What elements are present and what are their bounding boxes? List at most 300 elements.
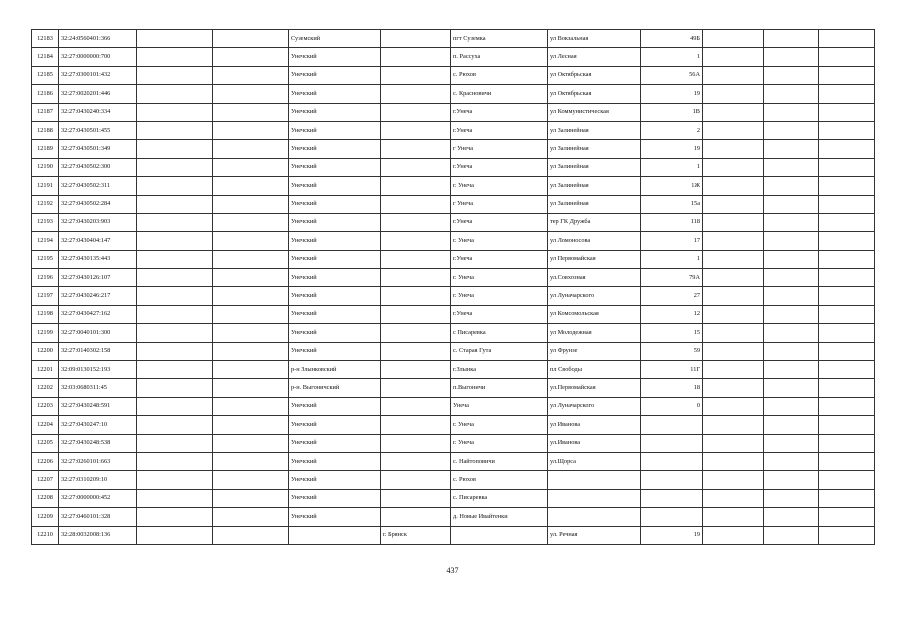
cell-col-3 [137,508,213,526]
cell-cadastral-number: 32:27:0430247:10 [59,416,137,434]
cell-col-3 [137,103,213,121]
cell-street: ул Луначарского [548,397,641,415]
table-row [32,85,875,103]
cell-settlement: с. Рюхов [451,471,548,489]
cell-col-3 [137,195,213,213]
cell-col-12 [819,213,875,231]
cell-col-11 [764,342,819,360]
cell-cadastral-number: 32:27:0430501:455 [59,121,137,139]
cell-settlement: с Писаревка [451,324,548,342]
cell-house-number: 1 [641,250,703,268]
cell-col-4 [213,471,289,489]
cell-house-number [641,508,703,526]
cell-district: Унечский [289,85,381,103]
cell-col-11 [764,434,819,452]
cell-row-number: 12201 [32,361,59,379]
cell-district: Унечский [289,158,381,176]
cell-col-3 [137,85,213,103]
cell-col-11 [764,416,819,434]
cell-col-12 [819,85,875,103]
cell-settlement: с. Рюхов [451,66,548,84]
cell-cadastral-number: 32:27:0430203:903 [59,213,137,231]
cell-settlement: г. Унеча [451,269,548,287]
cell-col-12 [819,489,875,507]
cell-cadastral-number: 32:27:0430246:217 [59,287,137,305]
cell-city-alt [381,140,451,158]
cell-cadastral-number: 32:27:0430501:349 [59,140,137,158]
table-row [32,416,875,434]
table-row [32,379,875,397]
cell-city-alt [381,250,451,268]
cell-col-11 [764,250,819,268]
cell-col-3 [137,324,213,342]
cell-col-3 [137,250,213,268]
cell-cadastral-number: 32:27:0300101:432 [59,66,137,84]
cell-settlement: г. Унеча [451,232,548,250]
cell-street: ул Залинейная [548,158,641,176]
cell-cadastral-number: 32:27:0430126:107 [59,269,137,287]
cell-cadastral-number: 32:27:0430404:147 [59,232,137,250]
cell-col-12 [819,324,875,342]
cell-street: ул Иванова [548,416,641,434]
cell-col-12 [819,526,875,544]
cell-settlement: г. Унеча [451,416,548,434]
cell-row-number: 12195 [32,250,59,268]
cell-street: ул. Речная [548,526,641,544]
cell-cadastral-number: 32:27:0430135:443 [59,250,137,268]
cell-col-11 [764,526,819,544]
cell-cadastral-number: 32:27:0040101:300 [59,324,137,342]
cell-col-4 [213,66,289,84]
cell-col-3 [137,287,213,305]
cell-col-11 [764,287,819,305]
cell-house-number: 1Ж [641,177,703,195]
cell-district: Унечский [289,232,381,250]
cell-street [548,489,641,507]
cell-street: ул Комсомольская [548,305,641,323]
cell-house-number: 18 [641,379,703,397]
table-row [32,269,875,287]
cell-district: Унечский [289,471,381,489]
cell-district: Унечский [289,140,381,158]
cell-col-3 [137,361,213,379]
cell-col-12 [819,48,875,66]
cell-col-10 [703,471,764,489]
cell-house-number: 11Г [641,361,703,379]
cell-house-number [641,471,703,489]
cell-row-number: 12194 [32,232,59,250]
cell-house-number: 15а [641,195,703,213]
cell-district: Унечский [289,48,381,66]
cell-col-11 [764,508,819,526]
cell-col-4 [213,269,289,287]
cell-col-10 [703,416,764,434]
cell-col-3 [137,416,213,434]
cell-col-3 [137,434,213,452]
cell-col-4 [213,324,289,342]
cell-col-10 [703,526,764,544]
cell-col-4 [213,232,289,250]
cell-col-12 [819,30,875,48]
cell-row-number: 12193 [32,213,59,231]
cell-row-number: 12206 [32,452,59,470]
cell-street: ул Залинейная [548,195,641,213]
cell-street: ул Лесная [548,48,641,66]
cell-street: ул Вокзальная [548,30,641,48]
cell-cadastral-number: 32:03:0680311:45 [59,379,137,397]
cell-house-number: 49Б [641,30,703,48]
cell-settlement: г.Злынка [451,361,548,379]
cell-col-3 [137,177,213,195]
cell-district: Унечский [289,177,381,195]
cell-row-number: 12205 [32,434,59,452]
cell-city-alt [381,103,451,121]
cell-col-12 [819,140,875,158]
cell-cadastral-number: 32:27:0430240:334 [59,103,137,121]
cell-cadastral-number: 32:27:0430427:162 [59,305,137,323]
cell-col-10 [703,250,764,268]
cell-district: Унечский [289,489,381,507]
table-row [32,48,875,66]
cell-col-11 [764,213,819,231]
cell-row-number: 12200 [32,342,59,360]
cell-city-alt [381,287,451,305]
cell-house-number: 15 [641,324,703,342]
cell-house-number [641,434,703,452]
cell-street: ул Фрунзе [548,342,641,360]
cell-district: Унечский [289,342,381,360]
cell-settlement: пгт Суземка [451,30,548,48]
cell-city-alt [381,232,451,250]
cell-col-3 [137,232,213,250]
registry-table [31,29,875,545]
cell-row-number: 12185 [32,66,59,84]
cell-street [548,508,641,526]
cell-col-10 [703,397,764,415]
cell-street: ул Первомайская [548,250,641,268]
cell-cadastral-number: 32:27:0460101:328 [59,508,137,526]
cell-col-12 [819,232,875,250]
table-row [32,213,875,231]
cell-street: ул Коммунистическая [548,103,641,121]
cell-cadastral-number: 32:27:0430248:538 [59,434,137,452]
cell-col-10 [703,269,764,287]
cell-col-12 [819,416,875,434]
cell-house-number: 1 [641,158,703,176]
cell-col-10 [703,158,764,176]
cell-row-number: 12190 [32,158,59,176]
cell-col-11 [764,195,819,213]
cell-col-12 [819,342,875,360]
cell-district: Унечский [289,195,381,213]
cell-col-3 [137,30,213,48]
cell-house-number: 0 [641,397,703,415]
cell-row-number: 12187 [32,103,59,121]
table-row [32,250,875,268]
cell-district: Унечский [289,66,381,84]
cell-col-11 [764,361,819,379]
cell-settlement: г.Унеча [451,250,548,268]
cell-col-4 [213,342,289,360]
cell-street: ул Залинейная [548,140,641,158]
cell-street: ул.Щорса [548,452,641,470]
cell-house-number [641,452,703,470]
cell-col-3 [137,397,213,415]
cell-col-10 [703,508,764,526]
cell-col-11 [764,30,819,48]
cell-col-12 [819,177,875,195]
cell-house-number: 79А [641,269,703,287]
cell-col-4 [213,121,289,139]
cell-col-3 [137,140,213,158]
table-row [32,287,875,305]
cell-settlement: г.Унеча [451,213,548,231]
cell-col-12 [819,471,875,489]
cell-house-number: 12 [641,305,703,323]
cell-cadastral-number: 32:27:0310209:10 [59,471,137,489]
cell-district [289,526,381,544]
cell-cadastral-number: 32:24:0560401:366 [59,30,137,48]
cell-col-11 [764,48,819,66]
cell-col-10 [703,489,764,507]
table-row [32,508,875,526]
table-row [32,305,875,323]
table-row [32,103,875,121]
cell-col-10 [703,213,764,231]
cell-cadastral-number: 32:28:0032008:136 [59,526,137,544]
cell-street: ул Луначарского [548,287,641,305]
cell-col-10 [703,103,764,121]
cell-district: Унечский [289,416,381,434]
cell-col-11 [764,471,819,489]
cell-col-12 [819,434,875,452]
table-row [32,30,875,48]
registry-body [32,30,875,545]
cell-row-number: 12196 [32,269,59,287]
cell-street: ул Залинейная [548,121,641,139]
table-row [32,342,875,360]
cell-cadastral-number: 32:27:0430502:284 [59,195,137,213]
cell-col-11 [764,305,819,323]
cell-settlement: г. Унеча [451,177,548,195]
cell-settlement: г Унеча [451,195,548,213]
cell-col-3 [137,489,213,507]
cell-house-number: 1В [641,103,703,121]
cell-cadastral-number: 32:27:0000000:452 [59,489,137,507]
cell-settlement: г.Унеча [451,121,548,139]
cell-col-10 [703,434,764,452]
cell-district: р-н Злынковский [289,361,381,379]
cell-street: ул Ломоносова [548,232,641,250]
cell-col-4 [213,526,289,544]
cell-settlement: г.Унеча [451,305,548,323]
cell-col-10 [703,452,764,470]
cell-row-number: 12188 [32,121,59,139]
cell-col-10 [703,361,764,379]
cell-city-alt [381,158,451,176]
cell-row-number: 12197 [32,287,59,305]
cell-col-10 [703,287,764,305]
cell-cadastral-number: 32:27:0430248:591 [59,397,137,415]
table-row [32,195,875,213]
cell-house-number: 118 [641,213,703,231]
cell-city-alt [381,471,451,489]
cell-street: пл Свободы [548,361,641,379]
table-row [32,324,875,342]
cell-col-11 [764,158,819,176]
cell-house-number [641,416,703,434]
cell-col-3 [137,471,213,489]
cell-street: ул Октябрьская [548,85,641,103]
cell-street: ул.Первомайская [548,379,641,397]
cell-settlement: г. Унеча [451,287,548,305]
table-row [32,361,875,379]
cell-col-11 [764,66,819,84]
cell-city-alt [381,177,451,195]
page-number: 437 [446,566,459,575]
cell-col-3 [137,158,213,176]
cell-district: Унечский [289,103,381,121]
cell-district: Унечский [289,121,381,139]
cell-col-12 [819,397,875,415]
cell-city-alt [381,434,451,452]
table-row [32,526,875,544]
cell-row-number: 12192 [32,195,59,213]
cell-row-number: 12183 [32,30,59,48]
cell-col-10 [703,305,764,323]
cell-district: Унечский [289,452,381,470]
cell-col-3 [137,452,213,470]
cell-col-11 [764,177,819,195]
cell-city-alt [381,452,451,470]
cell-col-10 [703,232,764,250]
cell-city-alt [381,379,451,397]
cell-city-alt [381,508,451,526]
cell-col-4 [213,158,289,176]
cell-col-4 [213,287,289,305]
cell-col-10 [703,195,764,213]
table-row [32,489,875,507]
cell-col-3 [137,269,213,287]
cell-settlement: п.Выгоничи [451,379,548,397]
cell-district: Суземский [289,30,381,48]
cell-district: Унечский [289,250,381,268]
cell-city-alt [381,195,451,213]
cell-col-12 [819,305,875,323]
cell-city-alt [381,213,451,231]
cell-col-4 [213,213,289,231]
cell-col-3 [137,379,213,397]
cell-city-alt [381,361,451,379]
cell-street: ул.Иванова [548,434,641,452]
cell-row-number: 12189 [32,140,59,158]
cell-settlement: Унеча [451,397,548,415]
cell-settlement: д. Новые Ивайтенки [451,508,548,526]
cell-col-4 [213,489,289,507]
cell-col-11 [764,379,819,397]
cell-cadastral-number: 32:27:0140302:158 [59,342,137,360]
cell-street: ул Залинейная [548,177,641,195]
cell-house-number: 2 [641,121,703,139]
cell-district: Унечский [289,213,381,231]
cell-col-11 [764,397,819,415]
cell-city-alt [381,85,451,103]
table-row [32,158,875,176]
cell-settlement: с. Красновичи [451,85,548,103]
cell-settlement: г Унеча [451,140,548,158]
cell-district: р-н. Выгоничский [289,379,381,397]
cell-col-10 [703,48,764,66]
cell-col-4 [213,195,289,213]
cell-col-3 [137,48,213,66]
cell-city-alt [381,121,451,139]
cell-street: ул Молодежная [548,324,641,342]
cell-row-number: 12210 [32,526,59,544]
table-row [32,434,875,452]
cell-house-number: 59 [641,342,703,360]
cell-col-10 [703,66,764,84]
cell-col-11 [764,121,819,139]
cell-col-4 [213,452,289,470]
cell-row-number: 12204 [32,416,59,434]
cell-settlement: г.Унеча [451,158,548,176]
cell-col-10 [703,177,764,195]
cell-col-12 [819,103,875,121]
cell-col-12 [819,508,875,526]
cell-col-3 [137,213,213,231]
cell-street: ул.Совхозная [548,269,641,287]
cell-col-3 [137,342,213,360]
cell-row-number: 12209 [32,508,59,526]
cell-row-number: 12186 [32,85,59,103]
cell-settlement: г. Унеча [451,434,548,452]
cell-col-4 [213,379,289,397]
cell-house-number: 19 [641,140,703,158]
cell-col-11 [764,324,819,342]
cell-house-number: 27 [641,287,703,305]
cell-col-4 [213,416,289,434]
cell-col-12 [819,121,875,139]
cell-city-alt [381,66,451,84]
cell-district: Унечский [289,269,381,287]
cell-cadastral-number: 32:27:0260101:663 [59,452,137,470]
cell-settlement: с. Найтоповичи [451,452,548,470]
cell-district: Унечский [289,287,381,305]
cell-row-number: 12184 [32,48,59,66]
cell-cadastral-number: 32:09:0130152:193 [59,361,137,379]
cell-cadastral-number: 32:27:0000000:700 [59,48,137,66]
cell-col-10 [703,30,764,48]
table-row [32,397,875,415]
cell-col-10 [703,85,764,103]
table-row [32,66,875,84]
cell-district: Унечский [289,397,381,415]
cell-city-alt [381,489,451,507]
cell-settlement [451,526,548,544]
cell-city-alt [381,416,451,434]
cell-col-10 [703,121,764,139]
cell-row-number: 12198 [32,305,59,323]
cell-col-4 [213,250,289,268]
cell-col-4 [213,140,289,158]
cell-city-alt [381,324,451,342]
cell-house-number: 19 [641,526,703,544]
cell-city-alt: г. Брянск [381,526,451,544]
cell-house-number: 56А [641,66,703,84]
cell-col-4 [213,48,289,66]
cell-row-number: 12208 [32,489,59,507]
cell-street: тер ГК Дружба [548,213,641,231]
